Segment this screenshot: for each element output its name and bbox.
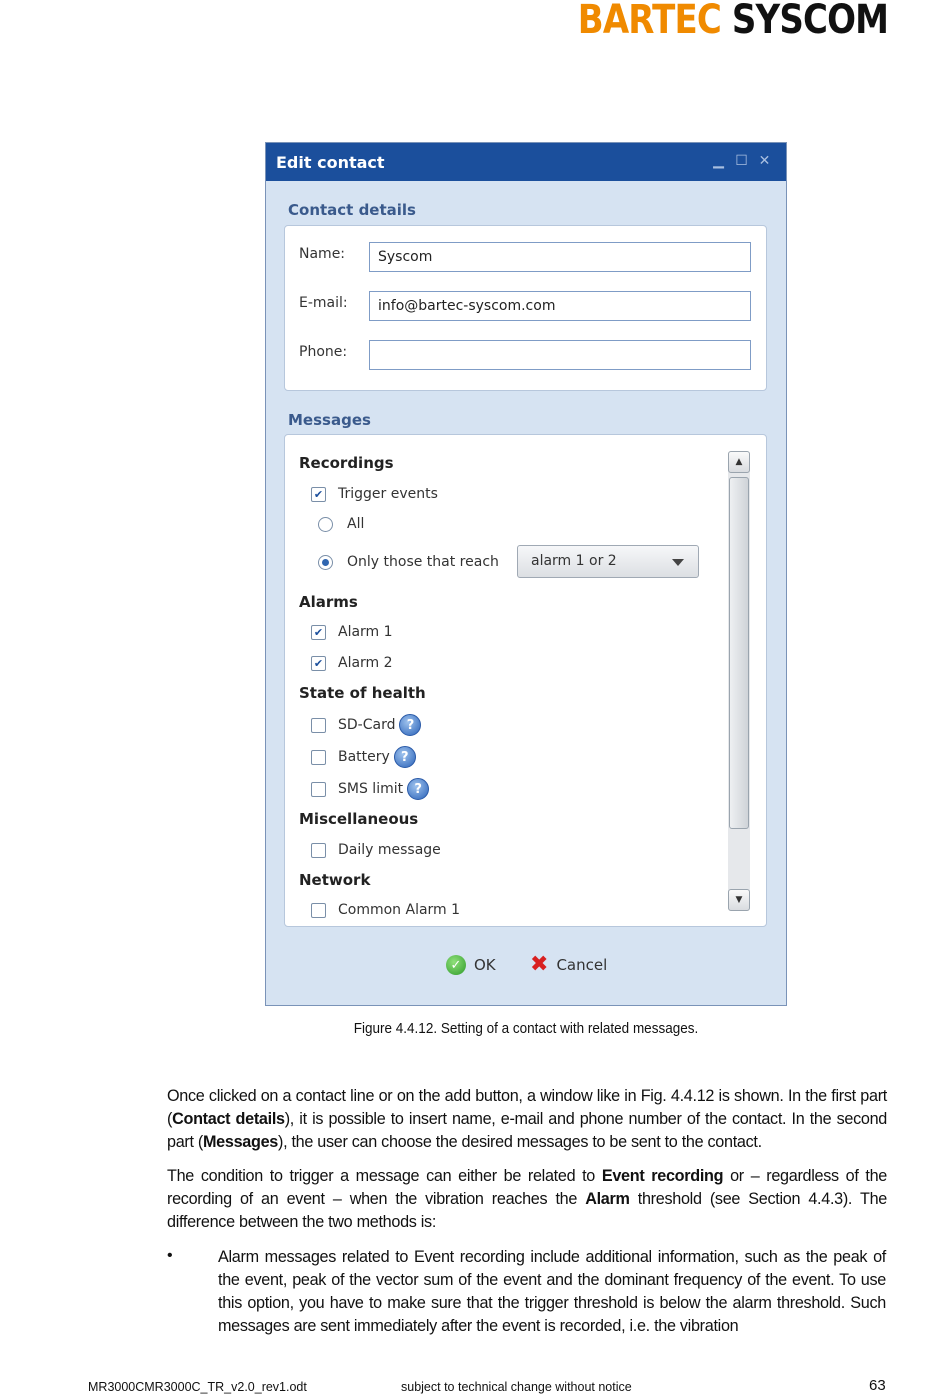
sdcard-checkbox[interactable] [311,718,326,733]
scrollbar-thumb[interactable] [729,477,749,829]
sms-limit-option[interactable]: SMS limit ? [311,778,429,800]
all-option[interactable]: All [318,516,364,532]
alarm1-option[interactable]: ✔ Alarm 1 [311,624,393,640]
trigger-events-option[interactable]: ✔ Trigger events [311,486,438,502]
cancel-button[interactable]: ✖ Cancel [530,952,608,977]
scroll-down-icon[interactable]: ▼ [728,889,750,911]
daily-message-checkbox[interactable] [311,843,326,858]
only-those-radio[interactable] [318,555,333,570]
messages-panel [284,434,767,927]
contact-details-label: Contact details [288,201,416,219]
alarm1-checkbox[interactable]: ✔ [311,625,326,640]
scroll-up-icon[interactable]: ▲ [728,451,750,473]
battery-option[interactable]: Battery ? [311,746,416,768]
name-label: Name: [299,246,346,262]
battery-checkbox[interactable] [311,750,326,765]
footer-notice: subject to technical change without notice [401,1380,632,1394]
all-radio[interactable] [318,517,333,532]
help-icon[interactable]: ? [399,714,421,736]
bullet-symbol: • [167,1247,173,1264]
page-number: 63 [869,1377,886,1394]
email-label: E-mail: [299,295,348,311]
misc-heading: Miscellaneous [299,810,419,828]
common-alarm-checkbox[interactable] [311,903,326,918]
help-icon[interactable]: ? [394,746,416,768]
maximize-icon[interactable]: ☐ [735,153,748,169]
contact-details-fieldset [284,225,767,391]
chevron-down-icon [672,559,684,566]
alarms-heading: Alarms [299,593,358,611]
messages-label: Messages [288,411,371,429]
cancel-icon: ✖ [530,952,549,977]
network-heading: Network [299,871,371,889]
phone-input[interactable] [369,340,751,370]
alarm2-checkbox[interactable]: ✔ [311,656,326,671]
paragraph-2: The condition to trigger a message can either be related to Event recording or – regardless of the recording of an event – when the vibration reaches the Alarm threshold (see Section 4.4.3). The difference between the two methods is: [167,1167,887,1231]
recordings-heading: Recordings [299,454,394,472]
check-icon: ✓ [446,955,466,975]
alarm2-option[interactable]: ✔ Alarm 2 [311,655,393,671]
messages-scrollbar[interactable] [728,451,750,911]
dialog-titlebar [266,143,786,181]
sms-limit-checkbox[interactable] [311,782,326,797]
health-heading: State of health [299,684,426,702]
daily-message-option[interactable]: Daily message [311,842,441,858]
dialog-title: Edit contact [276,152,385,172]
help-icon[interactable]: ? [407,778,429,800]
close-icon[interactable]: ✕ [758,153,771,169]
alarm-level-select[interactable]: alarm 1 or 2 [517,545,699,578]
bullet-item: Alarm messages related to Event recording include additional information, such as the peak of the event, peak of the vector sum of the event and the dominant frequency of the event. To use this option, you have to make sure that the trigger threshold is below the alarm threshold. Such messages are sent immediately after the event is recorded, i.e. the vibration [218,1248,886,1335]
name-input[interactable]: Syscom [369,242,751,272]
trigger-events-checkbox[interactable]: ✔ [311,487,326,502]
email-input[interactable]: info@bartec-syscom.com [369,291,751,321]
sdcard-option[interactable]: SD-Card ? [311,714,421,736]
paragraph-1: Once clicked on a contact line or on the add button, a window like in Fig. 4.4.12 is shown. In the first part (Contact details), it is possible to insert name, e-mail and phone number of the contact. In the second part (Messages), the user can choose the desired messages to be sent to the contact. [167,1087,887,1151]
footer-doc-name: MR3000CMR3000C_TR_v2.0_rev1.odt [88,1380,307,1394]
ok-button[interactable]: ✓ OK [446,955,496,975]
company-logo: BARTEC SYSCOM [577,0,888,43]
common-alarm-option[interactable]: Common Alarm 1 [311,902,460,918]
only-those-option[interactable]: Only those that reach [318,554,499,570]
minimize-icon[interactable]: ▁ [713,153,724,169]
edit-contact-dialog [265,142,787,1006]
phone-label: Phone: [299,344,348,360]
figure-caption: Figure 4.4.12. Setting of a contact with related messages. [353,1020,699,1037]
